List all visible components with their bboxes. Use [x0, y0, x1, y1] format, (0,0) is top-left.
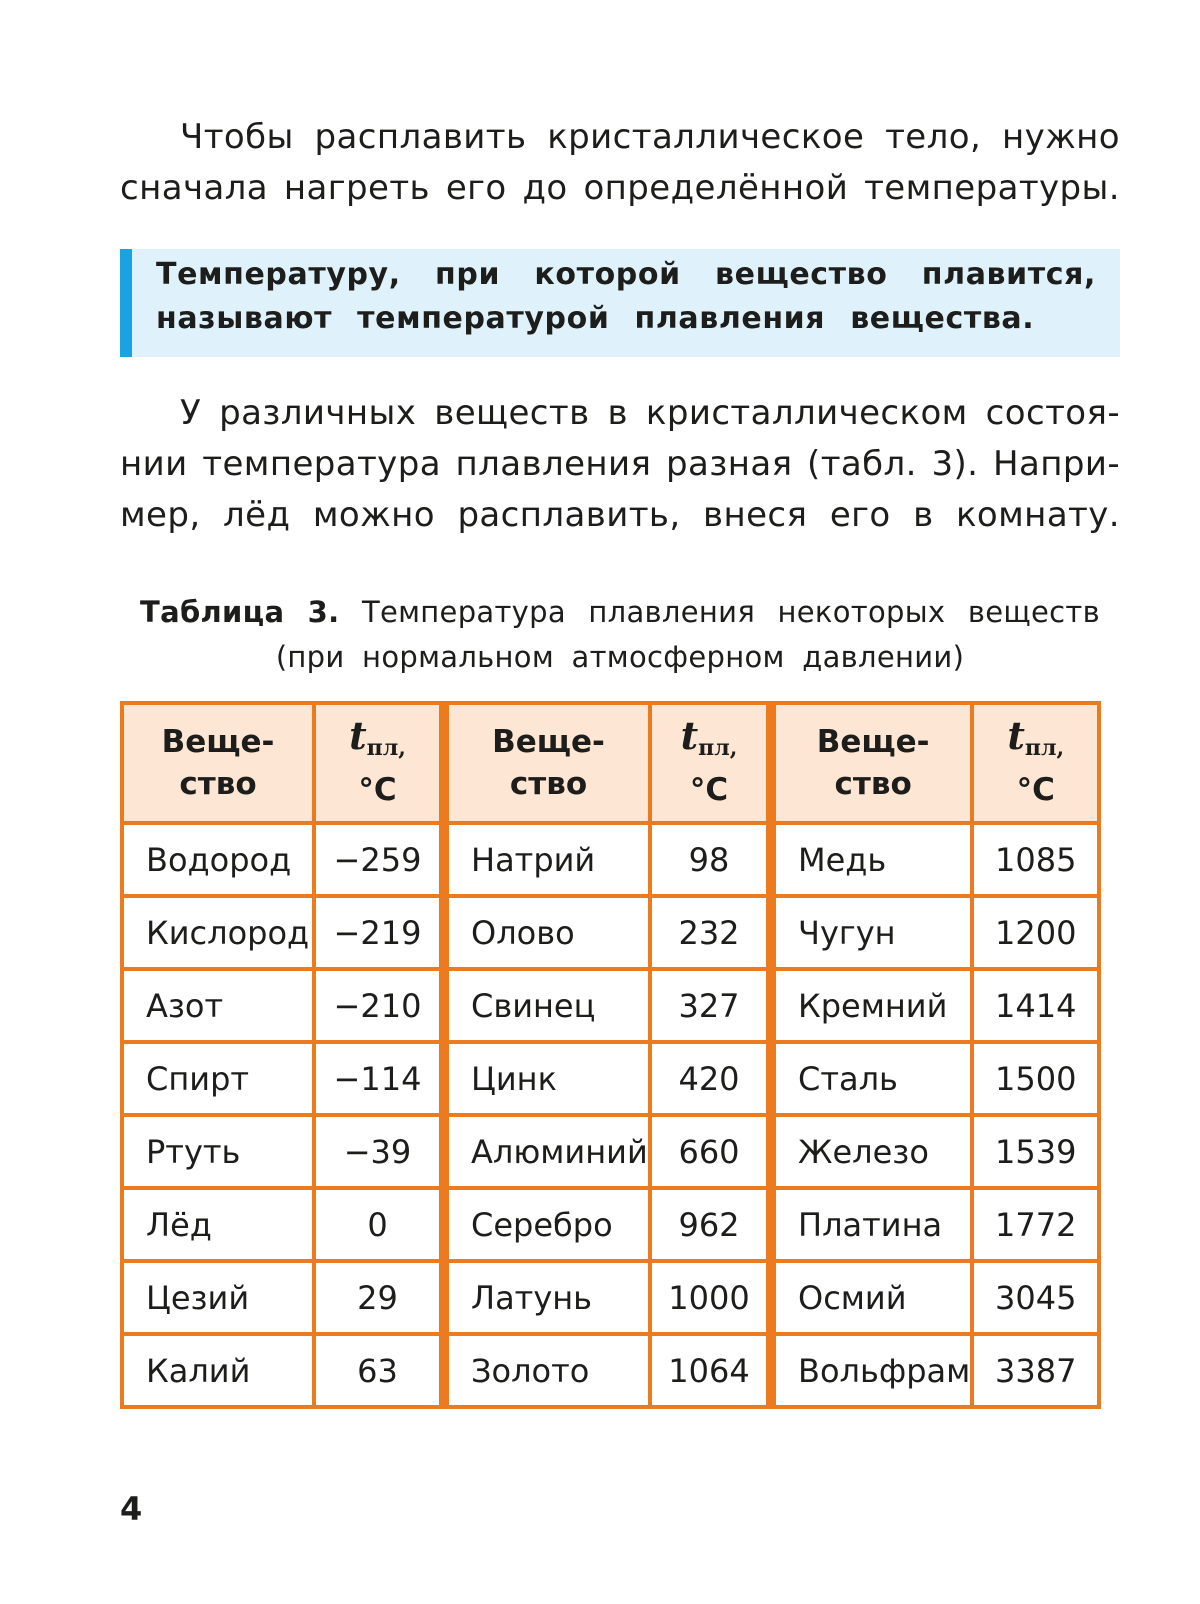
substance-cell: Железо	[771, 1115, 972, 1188]
substance-cell: Спирт	[122, 1042, 314, 1115]
intro-line-1: Чтобы расплавить кристаллическое тело, нужно	[180, 117, 1120, 157]
substance-cell: Лёд	[122, 1188, 314, 1261]
temp-comma: ,	[729, 735, 738, 761]
substance-cell: Свинец	[444, 969, 650, 1042]
temp-comma: ,	[398, 735, 406, 761]
temp-subscript: пл	[366, 735, 399, 761]
caption-line-2: (при нормальном атмосферном давлении)	[275, 640, 965, 674]
table-row	[122, 1334, 1099, 1407]
temp-symbol: t	[349, 713, 367, 758]
temp-symbol: t	[1007, 713, 1025, 758]
melting-point-cell: 3387	[972, 1334, 1099, 1407]
melting-point-cell: 327	[650, 969, 771, 1042]
substance-cell: Алюминий	[444, 1115, 650, 1188]
temp-symbol: t	[680, 713, 699, 758]
melting-point-cell: 962	[650, 1188, 771, 1261]
substance-cell: Платина	[771, 1188, 972, 1261]
melting-point-cell: 0	[314, 1188, 444, 1261]
melting-point-cell: 1085	[972, 823, 1099, 896]
temp-subscript: пл	[1024, 735, 1057, 761]
table-row	[122, 823, 1099, 896]
second-line-3: мер, лёд можно расплавить, внеся его в комнату.	[120, 495, 1120, 535]
substance-cell: Калий	[122, 1334, 314, 1407]
second-paragraph	[120, 388, 1120, 541]
temp-subscript: пл	[698, 735, 730, 761]
substance-cell: Осмий	[771, 1261, 972, 1334]
header-melting-temperature	[972, 703, 1099, 823]
melting-point-cell: 63	[314, 1334, 444, 1407]
melting-point-cell: 232	[650, 896, 771, 969]
substance-cell: Натрий	[444, 823, 650, 896]
melting-point-table	[120, 701, 1101, 1409]
melting-point-cell: 1414	[972, 969, 1099, 1042]
substance-cell: Водород	[122, 823, 314, 896]
substance-cell: Кремний	[771, 969, 972, 1042]
temp-unit: °C	[1016, 772, 1055, 808]
melting-point-cell: 1539	[972, 1115, 1099, 1188]
substance-cell: Цинк	[444, 1042, 650, 1115]
intro-line-2: сначала нагреть его до определённой температуры.	[120, 168, 1120, 208]
table-header-row	[122, 703, 1099, 823]
caption-label: Таблица 3.	[140, 595, 340, 629]
intro-paragraph	[120, 112, 1120, 214]
definition-line-1: Температуру, при которой вещество плавится,	[156, 257, 1096, 292]
substance-cell: Вольфрам	[771, 1334, 972, 1407]
temp-unit: °C	[689, 772, 729, 808]
header-substance-part-2: ство	[179, 766, 257, 802]
melting-point-cell: −114	[314, 1042, 444, 1115]
header-substance-part-1: Веще-	[816, 724, 930, 760]
melting-point-cell: 660	[650, 1115, 771, 1188]
substance-cell: Чугун	[771, 896, 972, 969]
melting-point-cell: 1064	[650, 1334, 771, 1407]
table-row	[122, 1188, 1099, 1261]
header-substance-part-1: Веще-	[492, 724, 605, 760]
table-body	[122, 823, 1099, 1407]
header-substance	[444, 703, 650, 823]
definition-box	[120, 249, 1120, 357]
melting-point-cell: 1500	[972, 1042, 1099, 1115]
melting-point-cell: 29	[314, 1261, 444, 1334]
melting-point-cell: −259	[314, 823, 444, 896]
table-row	[122, 1115, 1099, 1188]
table-caption	[140, 590, 1100, 680]
melting-point-cell: 1000	[650, 1261, 771, 1334]
melting-point-cell: −210	[314, 969, 444, 1042]
substance-cell: Ртуть	[122, 1115, 314, 1188]
table-row	[122, 896, 1099, 969]
substance-cell: Серебро	[444, 1188, 650, 1261]
caption-title: Температура плавления некоторых веществ	[361, 595, 1100, 629]
melting-point-cell: −39	[314, 1115, 444, 1188]
definition-line-2: называют температурой плавления вещества.	[156, 301, 1035, 336]
table-row	[122, 1261, 1099, 1334]
melting-point-cell: 420	[650, 1042, 771, 1115]
substance-cell: Кислород	[122, 896, 314, 969]
substance-cell: Латунь	[444, 1261, 650, 1334]
substance-cell: Азот	[122, 969, 314, 1042]
substance-cell: Олово	[444, 896, 650, 969]
melting-point-cell: −219	[314, 896, 444, 969]
substance-cell: Сталь	[771, 1042, 972, 1115]
melting-point-cell: 3045	[972, 1261, 1099, 1334]
caption-line-1	[140, 590, 1100, 635]
substance-cell: Золото	[444, 1334, 650, 1407]
header-substance	[122, 703, 314, 823]
melting-point-cell: 98	[650, 823, 771, 896]
page-number: 4	[120, 1490, 143, 1528]
table-row	[122, 1042, 1099, 1115]
header-melting-temperature	[314, 703, 444, 823]
temp-unit: °C	[358, 772, 397, 808]
second-line-1: У различных веществ в кристаллическом состоя-	[180, 393, 1120, 433]
header-substance-part-1: Веще-	[161, 724, 275, 760]
substance-cell: Медь	[771, 823, 972, 896]
melting-point-cell: 1200	[972, 896, 1099, 969]
substance-cell: Цезий	[122, 1261, 314, 1334]
second-line-2: нии температура плавления разная (табл. 3). Напри-	[120, 444, 1120, 484]
melting-point-cell: 1772	[972, 1188, 1099, 1261]
temp-comma: ,	[1056, 735, 1065, 761]
table-row	[122, 969, 1099, 1042]
header-substance	[771, 703, 972, 823]
header-substance-part-2: ство	[834, 766, 912, 802]
header-substance-part-2: ство	[509, 766, 588, 802]
header-melting-temperature	[650, 703, 771, 823]
